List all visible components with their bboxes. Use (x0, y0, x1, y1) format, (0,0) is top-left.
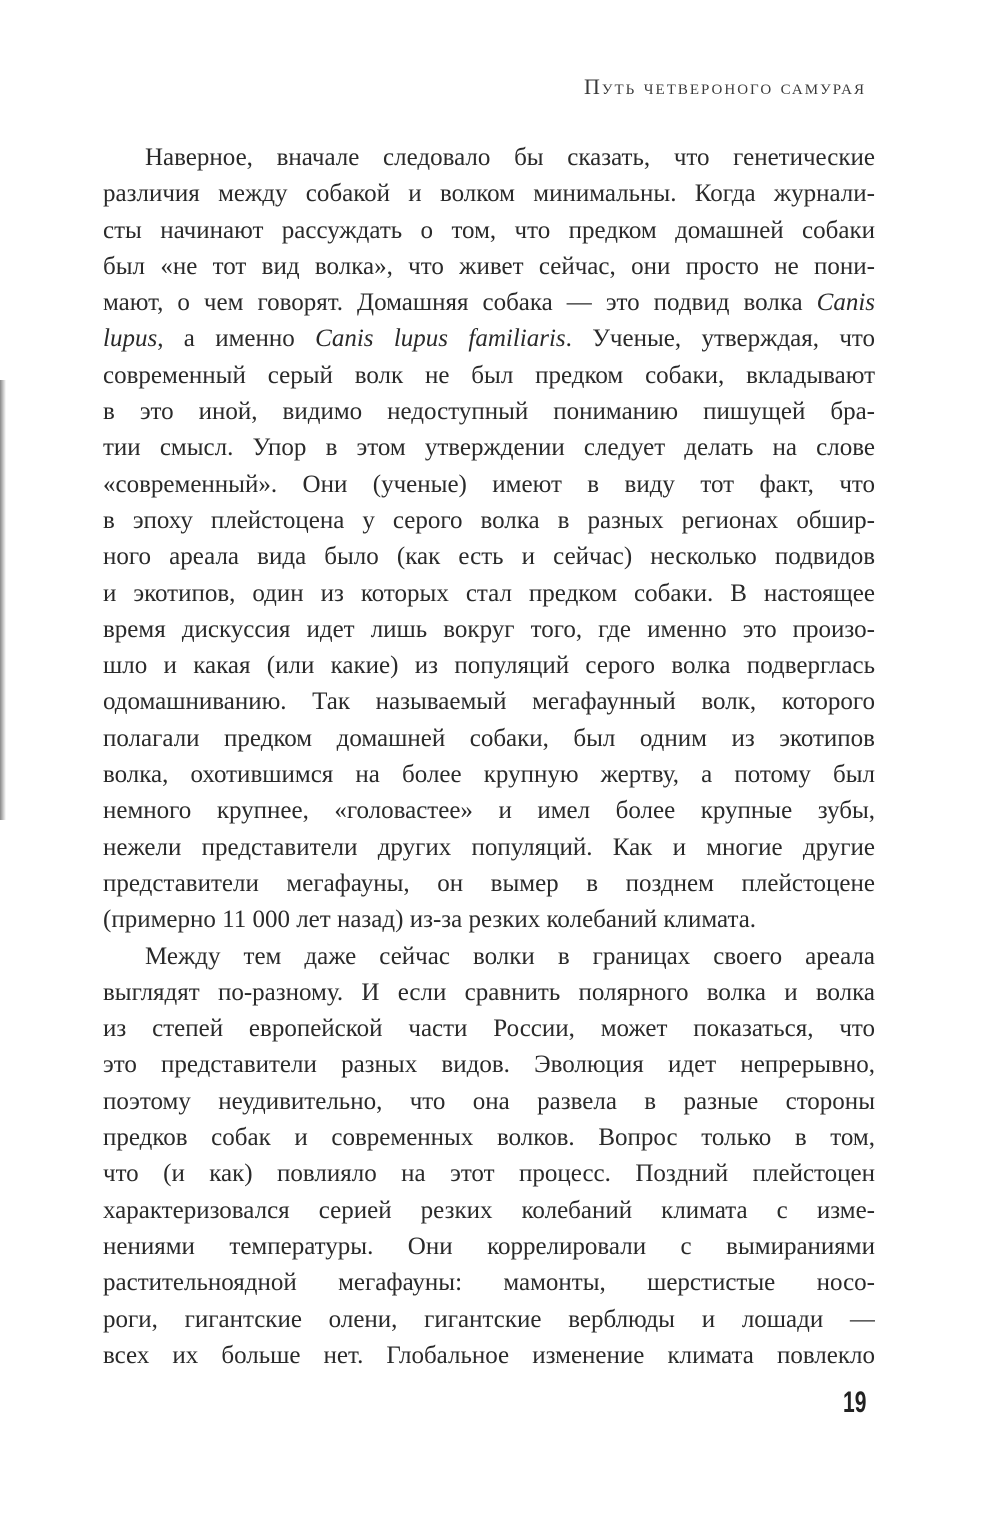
text-line (103, 684, 875, 720)
text-line (103, 539, 875, 575)
text-line (103, 1193, 875, 1229)
text-line (103, 1302, 875, 1338)
text-line (103, 612, 875, 648)
text-segment: это представители разных видов. Эволюция идет непрерывно, (103, 1051, 875, 1079)
text-segment: в эпоху плейстоцена у серого волка в разных регионах обшир- (103, 506, 875, 534)
text-line (103, 1229, 875, 1265)
text-line (103, 1047, 875, 1083)
italic-term: Canis lupus familiaris (315, 325, 566, 353)
text-line (103, 358, 875, 394)
text-segment: Между тем даже сейчас волки в границах своего ареала (145, 942, 875, 970)
text-line (103, 503, 875, 539)
text-segment: тии смысл. Упор в этом утверждении следует делать на слове (103, 434, 875, 462)
page-edge-shadow (0, 380, 6, 820)
text-segment: волка, охотившимся на более крупную жертву, а потому был (103, 761, 875, 789)
text-line (103, 176, 875, 212)
text-segment: растительноядной мегафауны: мамонты, шерстистые носо- (103, 1269, 875, 1297)
paragraph (103, 140, 875, 939)
text-segment: время дискуссия идет лишь вокруг того, где именно это произо- (103, 615, 875, 643)
text-segment: немного крупнее, «головастее» и имел более крупные зубы, (103, 797, 875, 825)
text-segment: нежели представители других популяций. Как и многие другие (103, 833, 875, 861)
text-line (103, 576, 875, 612)
text-segment: полагали предком домашней собаки, был одним из экотипов (103, 724, 875, 752)
text-line (103, 1120, 875, 1156)
text-line (103, 757, 875, 793)
text-segment: одомашниванию. Так называемый мегафаунный волк, которого (103, 688, 875, 716)
text-segment: роги, гигантские олени, гигантские верблюды и лошади — (103, 1305, 875, 1333)
text-line (103, 939, 875, 975)
text-line (103, 213, 875, 249)
text-segment: современный серый волк не был предком собаки, вкладывают (103, 361, 875, 389)
text-segment: и экотипов, один из которых стал предком собаки. В настоящее (103, 579, 875, 607)
text-segment: предков собак и современных волков. Вопрос только в том, (103, 1124, 875, 1152)
text-segment: представители мегафауны, он вымер в позднем плейстоцене (103, 869, 875, 897)
text-segment: из степей европейской части России, может показаться, что (103, 1015, 875, 1043)
text-segment: в это иной, видимо недоступный пониманию пишущей бра- (103, 398, 875, 426)
text-segment: , а именно (157, 325, 316, 353)
text-line (103, 249, 875, 285)
body-text (103, 140, 875, 1374)
text-line (103, 1084, 875, 1120)
text-segment: . Ученые, утверждая, что (565, 325, 875, 353)
text-line (103, 830, 875, 866)
text-segment: был «не тот вид волка», что живет сейчас, они просто не пони- (103, 252, 875, 280)
text-line (103, 1265, 875, 1301)
text-segment: поэтому неудивительно, что она развела в разные стороны (103, 1087, 875, 1115)
text-line (103, 1011, 875, 1047)
text-segment: сты начинают рассуждать о том, что предком домашней собаки (103, 216, 875, 244)
text-segment: мают, о чем говорят. Домашняя собака — это подвид волка (103, 289, 817, 317)
text-line (103, 1338, 875, 1374)
text-line (103, 285, 875, 321)
text-line (103, 467, 875, 503)
text-segment: шло и какая (или какие) из популяций серого волка подверглась (103, 652, 875, 680)
text-segment: выглядят по-разному. И если сравнить полярного волка и волка (103, 978, 875, 1006)
text-line (103, 394, 875, 430)
text-line (103, 430, 875, 466)
text-segment: что (и как) повлияло на этот процесс. Поздний плейстоцен (103, 1160, 875, 1188)
text-line (103, 140, 875, 176)
text-segment: характеризовался серией резких колебаний климата с изме- (103, 1196, 875, 1224)
text-line (103, 721, 875, 757)
page-number: 19 (842, 1386, 866, 1419)
paragraph (103, 939, 875, 1375)
text-segment: различия между собакой и волком минимальны. Когда журнали- (103, 180, 875, 208)
text-line (103, 321, 875, 357)
text-segment: (примерно 11 000 лет назад) из-за резких колебаний климата. (103, 906, 757, 934)
text-segment: «современный». Они (ученые) имеют в виду тот факт, что (103, 470, 875, 498)
text-segment: всех их больше нет. Глобальное изменение климата повлекло (103, 1341, 875, 1369)
text-line (103, 866, 875, 902)
italic-term: Canis (816, 289, 875, 317)
text-line (103, 975, 875, 1011)
text-segment: Наверное, вначале следовало бы сказать, что генетические (145, 144, 875, 171)
running-head: Путь четвероного самурая (584, 74, 866, 99)
text-line (103, 1156, 875, 1192)
italic-term: lupus (103, 325, 158, 353)
text-segment: нениями температуры. Они коррелировали с вымираниями (103, 1232, 875, 1260)
text-segment: ного ареала вида было (как есть и сейчас) несколько подвидов (103, 543, 875, 571)
text-line (103, 648, 875, 684)
text-line (103, 902, 875, 938)
text-line (103, 793, 875, 829)
